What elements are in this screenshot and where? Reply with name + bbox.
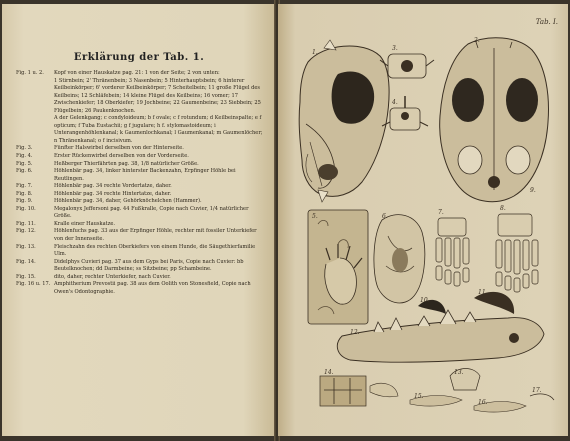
cave-bear-molar bbox=[374, 215, 425, 303]
legend-entry-label: Fig. 16 u. 17. bbox=[16, 281, 51, 288]
legend-entry bbox=[16, 244, 264, 259]
legend-entry-text: Höhlenbär pag. 34, daher, Gehörknöchelchen (Hammer). bbox=[54, 198, 202, 205]
legend-entry-text: Kralle einer Hauskatze. bbox=[54, 220, 116, 227]
legend-entry-label: Fig. 12. bbox=[16, 228, 36, 235]
legend-entry-label: Fig. 9. bbox=[16, 198, 33, 205]
legend-entry-label: Fig. 7. bbox=[16, 183, 33, 190]
left-page bbox=[2, 4, 276, 436]
legend-entry-label bbox=[16, 115, 54, 145]
legend-entry-label: Fig. 6. bbox=[16, 168, 33, 175]
figure-number: 12. bbox=[350, 329, 360, 336]
legend-entry-text: dito, daher, rechter Unterkiefer, nach Cuvier. bbox=[54, 273, 171, 280]
figure-number: 1. bbox=[312, 49, 318, 56]
legend-entry-label: Fig. 14. bbox=[16, 258, 36, 265]
legend-entry-text: Höhlenbär pag. 34 rechte Vordertatze, daher. bbox=[54, 183, 172, 190]
legend-entry-label: Fig. 10. bbox=[16, 205, 36, 212]
legend-entry-text: Höhlenbär pag. 34 rechte Hintertatze, daher. bbox=[54, 190, 172, 197]
cave-bear-fore-paw bbox=[436, 218, 469, 286]
legend-entry-label: Fig. 4. bbox=[16, 153, 33, 160]
legend-entry bbox=[16, 221, 264, 229]
figure-number: 13. bbox=[454, 369, 464, 376]
legend-entry bbox=[16, 274, 264, 282]
figure-number: 5. bbox=[312, 213, 318, 220]
figure-number: 7. bbox=[438, 209, 444, 216]
legend-entry-label: Fig. 11. bbox=[16, 220, 36, 227]
legend-entry-label: Fig. 13. bbox=[16, 243, 36, 250]
legend-entry bbox=[16, 183, 264, 191]
legend-entry bbox=[16, 115, 264, 145]
legend-entry-text: Fleischzahn des rechten Oberkiefers von einem Hunde, die Säugethierfamilie Ulm. bbox=[54, 243, 256, 258]
didelphys-skeleton bbox=[320, 376, 398, 406]
cat-skull-ventral-view bbox=[440, 38, 549, 202]
figure-number: 16. bbox=[478, 399, 488, 406]
legend-entry bbox=[16, 198, 264, 206]
right-page bbox=[278, 4, 568, 436]
figure-number: 6. bbox=[382, 213, 388, 220]
legend-entry bbox=[16, 78, 264, 116]
legend-entry-text: Höhlenbär pag. 34, linker hinterster Backenzahn, Erpfinger Höhle bei Reutlingen. bbox=[54, 168, 236, 182]
legend-entry-text: A der Gelenkgang; c condyloideum; b f ovale; c f rotundum; d Keilbeinspalte; e f opticum; f Tuba Eustachii; g f jugulare; h f. stylomastoideum; i Unterangenhöhlenkanal; k Gaumenlochkanal; l Gaumenkanal; m Gaumenlöcher; n Thränenkanal; o f incisivum. bbox=[54, 115, 263, 144]
legend-entry-text: Megalonyx Jeffersoni pag. 44 Fußkralle, Copie nach Cuvier, 1/4 natürlicher Größe. bbox=[54, 205, 249, 220]
plate-illustration bbox=[278, 4, 568, 436]
figure-number: 14. bbox=[324, 369, 334, 376]
legend-entry bbox=[16, 161, 264, 169]
legend-entry-text: 1 Stirnbein; 2' Thränenbein; 3 Nasenbein; 5 Hinterhauptsbein; 6 hinterer Keilbeinkörper; 6' vorderer Keilbeinkörper; 7 Scheitelbein; 11 große Flügel des Keilbeins; 12 Schläfebein; 14 kleine Flügel des Keilbeins; 16 vomer; 17 Zwischenkiefer; 18 Oberkiefer; 19 Jochbeine; 22 Gaumenbeine; 23 Siebbein; 25 Flügelbein; 26 Paukenknochen. bbox=[54, 77, 261, 114]
legend-entry-text: Kopf von einer Hauskatze pag. 21: 1 von der Seite; 2 von unten: bbox=[54, 70, 220, 76]
figure-number: 15. bbox=[414, 393, 424, 400]
claws bbox=[418, 292, 514, 314]
cat-skull-side-view bbox=[299, 40, 389, 202]
legend-entry-label bbox=[16, 78, 54, 116]
legend-entry bbox=[16, 145, 264, 153]
legend-entry bbox=[16, 259, 264, 274]
legend-entry-text: Didelphys Cuvieri pag. 37 aus dem Gyps bei Paris, Copie nach Cuvier: bb Beutelknochen; dd Darmbeine; ss Sitzbeine; pp Schambeine. bbox=[54, 258, 244, 273]
legend-entry-label: Fig. 5. bbox=[16, 160, 33, 167]
figure-number: 9. bbox=[530, 187, 536, 194]
figure-number: 2. bbox=[474, 37, 480, 44]
legend-entry-text: Heßberger Thierfährten pag. 38, 1/8 natürlicher Größe. bbox=[54, 160, 199, 167]
legend-entry bbox=[16, 206, 264, 221]
legend-entry-label: Fig. 1 u. 2. bbox=[16, 70, 44, 76]
figure-number: 11. bbox=[478, 289, 488, 296]
figure-number: 10. bbox=[420, 297, 430, 304]
legend-entry-text: Höhlenfuchs pag. 33 aus der Erpfinger Höhle, rechter mit fossiler Unterkiefer von der Innenseite. bbox=[54, 228, 257, 243]
figure-number: 4. bbox=[392, 99, 398, 106]
legend-entry bbox=[16, 228, 264, 243]
cave-bear-hind-paw bbox=[496, 214, 538, 292]
legend-entry-text: Amphitherium Prevostii pag. 38 aus dem Oolith von Stonesfield, Copie nach Owen's Odontographie. bbox=[54, 281, 251, 295]
legend-entry bbox=[16, 70, 264, 78]
legend-entry-text: Fünfter Halswirbel derselben von der Hinterseite. bbox=[54, 145, 184, 152]
figure-number: 8. bbox=[500, 205, 506, 212]
legend-entry bbox=[16, 281, 264, 296]
legend-entry-label: Fig. 3. bbox=[16, 145, 33, 152]
figure-number: 3. bbox=[392, 45, 398, 52]
fossil-tracks-slab bbox=[308, 210, 368, 324]
legend-entry-label: Fig. 8. bbox=[16, 190, 33, 197]
legend-entry-text: Erster Rückenwirbel derselben von der Vorderseite. bbox=[54, 153, 189, 160]
legend-entry-label: Fig. 15. bbox=[16, 273, 36, 280]
plate-label: Tab. I. bbox=[535, 18, 558, 26]
figure-legend bbox=[16, 70, 264, 296]
cervical-vertebra bbox=[380, 54, 434, 78]
legend-title: Erklärung der Tab. 1. bbox=[73, 52, 205, 63]
legend-entry bbox=[16, 153, 264, 161]
legend-entry bbox=[16, 168, 264, 183]
figure-number: 17. bbox=[532, 387, 542, 394]
